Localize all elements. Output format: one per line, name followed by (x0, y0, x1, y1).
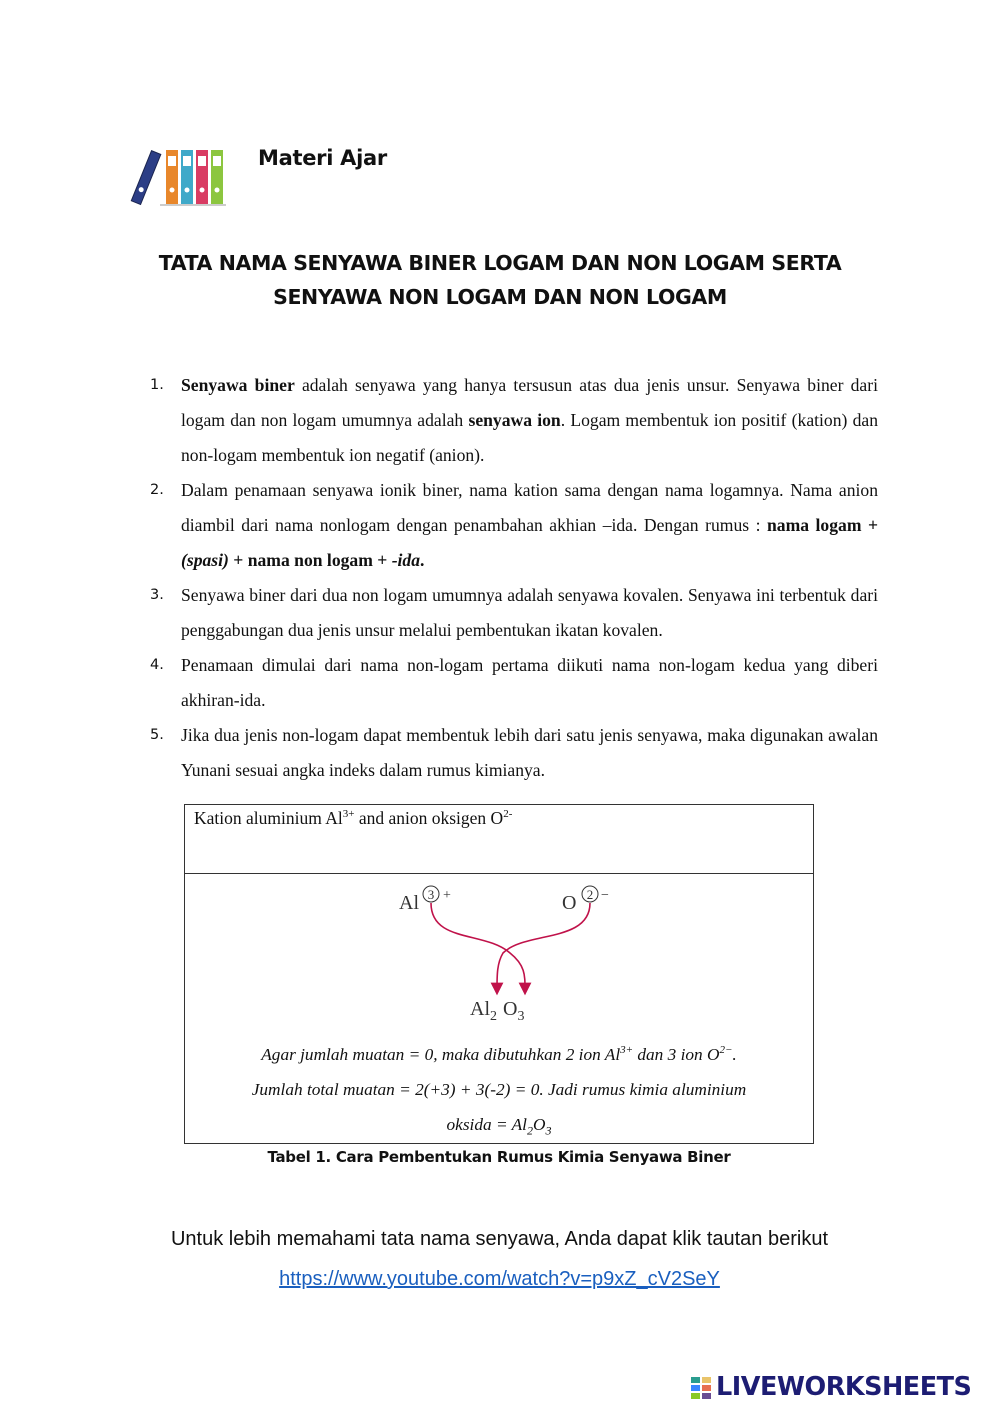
al-charge-number: 3 (427, 887, 435, 902)
list-number: 4. (150, 657, 164, 673)
list-item: 4. Penamaan dimulai dari nama non-logam pertama diikuti nama non-logam kedua yang diberi akhiran-ida. (148, 648, 878, 718)
formation-table (184, 804, 814, 1144)
youtube-link[interactable]: https://www.youtube.com/watch?v=p9xZ_cV2SeY (279, 1268, 720, 1290)
page-title (100, 246, 900, 314)
al-charge-sign: + (443, 888, 451, 903)
o-charge-sign: − (601, 888, 609, 903)
header (130, 140, 530, 210)
page-title-line-1: TATA NAMA SENYAWA BINER LOGAM DAN NON LOGAM SERTA (158, 251, 842, 275)
footer-text: Untuk lebih memahami tata nama senyawa, Anda dapat klik tautan berikut (170, 1228, 829, 1250)
list-item: 2. Dalam penamaan senyawa ionik biner, nama kation sama dengan nama logamnya. Nama anion diambil dari nama nonlogam dengan penambahan akhian –ida. Dengan rumus : nama logam + (spasi) + nama non logam + -ida. (148, 473, 878, 578)
ion-description: Kation aluminium $Al^{3+}$ and anion oksigen $O^{2-}$ (194, 808, 513, 828)
liveworksheets-logo-icon (690, 1376, 712, 1400)
page-title-line-2: SENYAWA NON LOGAM DAN NON LOGAM (273, 285, 727, 309)
table-caption: Tabel 1. Cara Pembentukan Rumus Kimia Senyawa Biner (267, 1148, 731, 1166)
o-charge-number: 2 (586, 887, 594, 902)
binders-icon (130, 146, 230, 208)
brand-logo[interactable] (690, 1373, 990, 1403)
product-formula: $Al_2$ $O_3$ (470, 998, 525, 1024)
table-header-cell (185, 805, 813, 874)
cross-charge-diagram (185, 873, 813, 1033)
list-number: 1. (150, 377, 164, 393)
brand-name: LIVEWORKSHEETS (716, 1372, 972, 1402)
list-number: 3. (150, 587, 164, 603)
arrow-o-to-al (497, 903, 590, 989)
points-list (148, 368, 878, 788)
header-title: Materi Ajar (258, 146, 387, 170)
list-number: 2. (150, 482, 164, 498)
list-item: 3. Senyawa biner dari dua non logam umumnya adalah senyawa kovalen. Senyawa ini terbentuk dari penggabungan dua jenis unsur melalui pembentukan ikatan kovalen. (148, 578, 878, 648)
list-number: 5. (150, 727, 164, 743)
list-item: 5. Jika dua jenis non-logam dapat membentuk lebih dari satu jenis senyawa, maka digunakan awalan Yunani sesuai angka indeks dalam rumus kimianya. (148, 718, 878, 788)
charge-explanation: Agar jumlah muatan = 0, maka dibutuhkan 2 ion $Al^{3+}$ dan 3 ion $O^{2-}$. Jumlah total muatan = 2(+3) + 3(-2) = 0. Jadi rumus kimia aluminium oksida = $Al_2O_3$ (251, 1044, 747, 1138)
o-symbol: O (562, 892, 577, 914)
al-symbol: Al (399, 892, 419, 914)
list-item: 1. Senyawa biner adalah senyawa yang hanya tersusun atas dua jenis unsur. Senyawa biner dari logam dan non logam umumnya adalah senyawa ion. Logam membentuk ion positif (kation) dan non-logam membentuk ion negatif (anion). (148, 368, 878, 473)
arrow-al-to-o (431, 903, 525, 989)
